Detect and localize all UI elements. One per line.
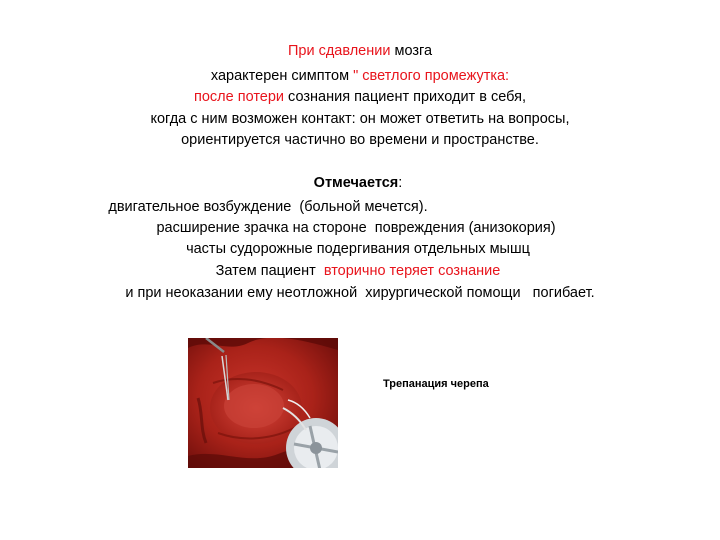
block2-line5: и при неоказании ему неотложной хирургической помощи погибает. — [125, 285, 595, 301]
block2-line2: расширение зрачка на стороне повреждения (анизокория) — [156, 220, 556, 236]
block1-line2 — [0, 67, 720, 85]
photo-caption: Трепанация черепа — [383, 378, 489, 390]
heading-colon: : — [398, 175, 403, 191]
highlight-text: При сдавлении — [287, 43, 391, 59]
heading-bold-text: Отмечается — [313, 175, 399, 191]
trepanation-illustration — [188, 338, 338, 468]
trepanation-photo — [188, 338, 338, 468]
block2-line4 — [0, 262, 718, 280]
block2-heading — [0, 174, 720, 192]
block1-line3 — [0, 88, 720, 106]
plain-text: Затем пациент — [215, 263, 324, 279]
block2-line3: часты судорожные подергивания отдельных мышц — [186, 241, 530, 257]
highlight-text: после потери — [194, 89, 285, 105]
highlight-text: вторично теряет сознание — [323, 263, 501, 279]
block1-line5: ориентируется частично во времени и пространстве. — [181, 132, 539, 148]
plain-text: сознания пациент приходит в себя, — [284, 89, 526, 105]
plain-text: мозга — [390, 43, 433, 59]
block2-line1: двигательное возбуждение (больной мечется). — [108, 199, 428, 215]
block1-line1 — [0, 42, 720, 60]
highlight-text: " светлого промежутка: — [353, 68, 510, 84]
block1-line4: когда с ним возможен контакт: он может ответить на вопросы, — [150, 111, 570, 127]
plain-text: характерен симптом — [210, 68, 354, 84]
